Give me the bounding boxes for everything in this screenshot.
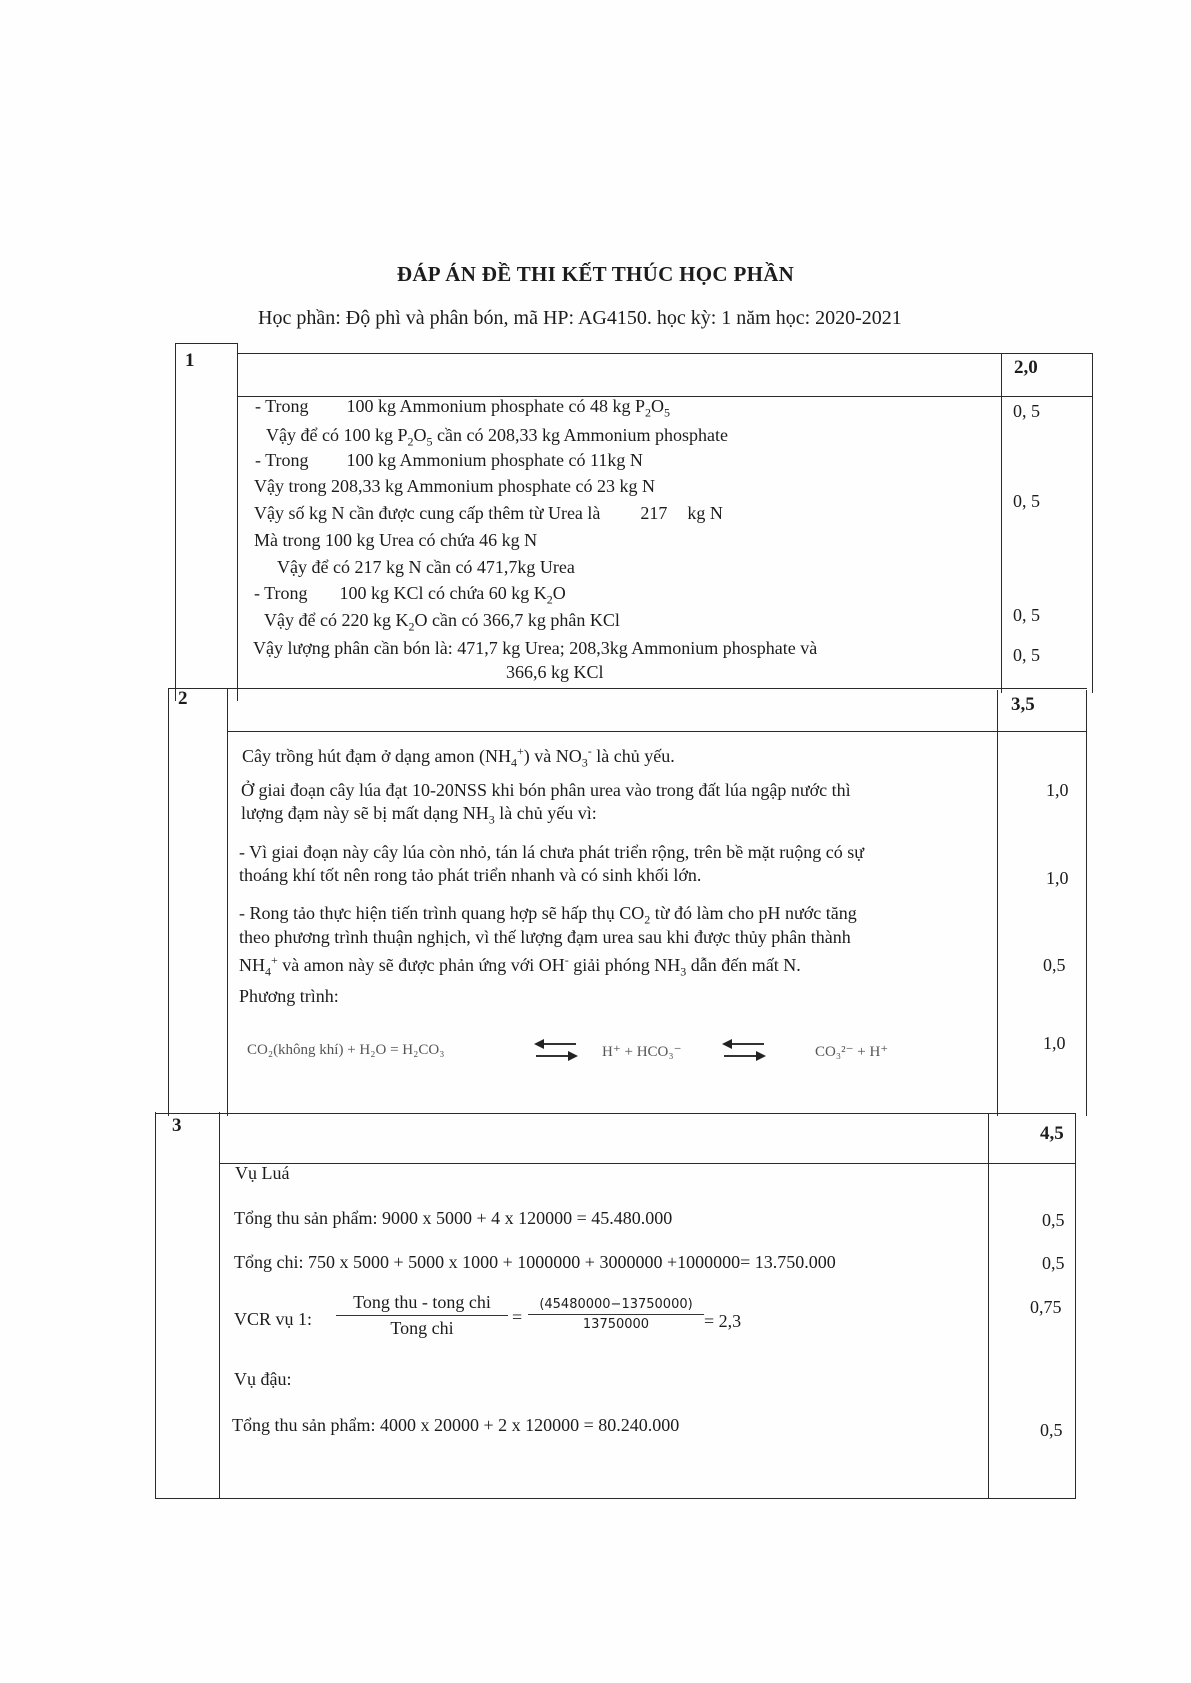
vcr-value-fraction bbox=[528, 1297, 704, 1332]
answer-line: Vậy trong 208,33 kg Ammonium phosphate có 23 kg N bbox=[254, 476, 655, 496]
answer-line: thoáng khí tốt nên rong tảo phát triển nhanh và có sinh khối lớn. bbox=[239, 865, 702, 885]
answer-line: Vụ Luá bbox=[235, 1163, 290, 1183]
score-value: 0,5 bbox=[1042, 1253, 1065, 1273]
table-border-left bbox=[155, 1112, 156, 1498]
fraction-numerator: (45480000−13750000) bbox=[539, 1297, 693, 1312]
answer-line: - Trong 100 kg Ammonium phosphate có 11kg N bbox=[255, 450, 643, 470]
vcr-result: = 2,3 bbox=[704, 1311, 742, 1331]
answer-line: Vậy số kg N cần được cung cấp thêm từ Urea là 217 kg N bbox=[254, 503, 723, 523]
score-value: 1,0 bbox=[1046, 868, 1069, 888]
table-border-top bbox=[237, 353, 1093, 354]
fraction-denominator: 13750000 bbox=[582, 1317, 650, 1332]
answer-line: 366,6 kg KCl bbox=[506, 662, 604, 682]
column-divider bbox=[219, 1112, 220, 1498]
question-number: 2 bbox=[178, 688, 188, 709]
column-divider bbox=[227, 688, 228, 1116]
score-column-divider bbox=[988, 1114, 989, 1498]
answer-line: Vậy để có 217 kg N cần có 471,7kg Urea bbox=[277, 557, 575, 577]
table-border-left bbox=[175, 343, 176, 701]
equation-part: CO₂(không khí) + H₂O = H₂CO₃ bbox=[247, 1042, 445, 1058]
score-value: 0, 5 bbox=[1013, 645, 1040, 665]
row-divider bbox=[219, 1163, 1076, 1164]
row-divider bbox=[155, 1113, 1076, 1114]
question-total-score: 3,5 bbox=[1011, 694, 1035, 715]
equation-part: H⁺ + HCO₃⁻ bbox=[602, 1044, 682, 1060]
answer-line: theo phương trình thuận nghịch, vì thế lượng đạm urea sau khi được thủy phân thành bbox=[239, 927, 851, 947]
table-border-bottom bbox=[155, 1498, 1076, 1499]
answer-line: Tổng thu sản phẩm: 4000 x 20000 + 2 x 120000 = 80.240.000 bbox=[232, 1415, 680, 1435]
row-divider bbox=[227, 731, 1087, 732]
question-number: 3 bbox=[172, 1115, 182, 1136]
score-value: 0,5 bbox=[1040, 1420, 1063, 1440]
row-divider bbox=[168, 688, 1087, 689]
course-info: Học phần: Độ phì và phân bón, mã HP: AG4150. học kỳ: 1 năm học: 2020-2021 bbox=[258, 307, 902, 329]
answer-line: Vậy để có 220 kg $K_2O$ cần có 366,7 kg phân KCl bbox=[264, 610, 620, 634]
answer-line: Mà trong 100 kg Urea có chứa 46 kg N bbox=[254, 530, 538, 550]
answer-line: - Rong tảo thực hiện tiến trình quang hợp sẽ hấp thụ $CO_2$ từ đó làm cho pH nước tăng bbox=[239, 903, 857, 927]
answer-line: Tổng chi: 750 x 5000 + 5000 x 1000 + 1000000 + 3000000 +1000000= 13.750.000 bbox=[234, 1252, 836, 1272]
score-column-divider bbox=[1001, 353, 1002, 693]
score-value: 1,0 bbox=[1043, 1033, 1066, 1053]
answer-line: $NH_4^+$ và amon này sẽ được phản ứng với OH- giải phóng $NH_3$ dẫn đến mất N. bbox=[239, 953, 801, 979]
vcr-formula-fraction bbox=[336, 1292, 508, 1339]
equilibrium-arrow-icon bbox=[720, 1035, 768, 1065]
table-border-right bbox=[1092, 353, 1093, 693]
score-value: 0, 5 bbox=[1013, 491, 1040, 511]
answer-line: VCR vụ 1: bbox=[234, 1309, 313, 1329]
score-value: 0,75 bbox=[1030, 1297, 1062, 1317]
answer-line: - Trong 100 kg KCl có chứa 60 kg $K_2O$ bbox=[254, 583, 566, 607]
score-value: 0,5 bbox=[1043, 955, 1066, 975]
answer-line: - Trong 100 kg Ammonium phosphate có 48 kg $P_2O_5$ bbox=[255, 396, 671, 420]
fraction-denominator: Tong chi bbox=[390, 1318, 454, 1338]
table-border-left bbox=[168, 688, 169, 1116]
answer-line: - Vì giai đoạn này cây lúa còn nhỏ, tán lá chưa phát triển rộng, trên bề mặt ruộng có sự bbox=[239, 842, 864, 862]
question-total-score: 4,5 bbox=[1040, 1123, 1064, 1144]
table-border-right bbox=[1075, 1114, 1076, 1498]
question-number: 1 bbox=[185, 350, 195, 371]
score-value: 0, 5 bbox=[1013, 605, 1040, 625]
score-value: 0,5 bbox=[1042, 1210, 1065, 1230]
answer-line: Phương trình: bbox=[239, 986, 339, 1006]
question-total-score: 2,0 bbox=[1014, 357, 1038, 378]
answer-line: Tổng thu sản phẩm: 9000 x 5000 + 4 x 120000 = 45.480.000 bbox=[234, 1208, 673, 1228]
score-value: 1,0 bbox=[1046, 780, 1069, 800]
equals-sign: = bbox=[512, 1307, 523, 1327]
equilibrium-arrow-icon bbox=[532, 1035, 580, 1065]
answer-line: Vậy để có 100 kg $P_2O_5$ cần có 208,33 kg Ammonium phosphate bbox=[266, 425, 728, 449]
equation-part: CO₃²⁻ + H⁺ bbox=[815, 1044, 889, 1060]
answer-line: Vậy lượng phân cần bón là: 471,7 kg Urea; 208,3kg Ammonium phosphate và bbox=[253, 638, 818, 658]
table-border-right bbox=[1086, 690, 1087, 1116]
document-title: ĐÁP ÁN ĐỀ THI KẾT THÚC HỌC PHẦN bbox=[396, 262, 795, 286]
answer-line: Vụ đậu: bbox=[234, 1369, 292, 1389]
score-column-divider bbox=[997, 690, 998, 1116]
fraction-numerator: Tong thu - tong chi bbox=[353, 1292, 491, 1312]
score-value: 0, 5 bbox=[1013, 401, 1040, 421]
table-border-top bbox=[175, 343, 237, 344]
answer-line: lượng đạm này sẽ bị mất dạng $NH_3$ là chủ yếu vì: bbox=[241, 803, 597, 827]
answer-line: Ở giai đoạn cây lúa đạt 10-20NSS khi bón phân urea vào trong đất lúa ngập nước thì bbox=[241, 780, 851, 800]
answer-line: Cây trồng hút đạm ở dạng amon $(NH_4^+)$ và $NO_3^-$ là chủ yếu. bbox=[242, 744, 675, 770]
